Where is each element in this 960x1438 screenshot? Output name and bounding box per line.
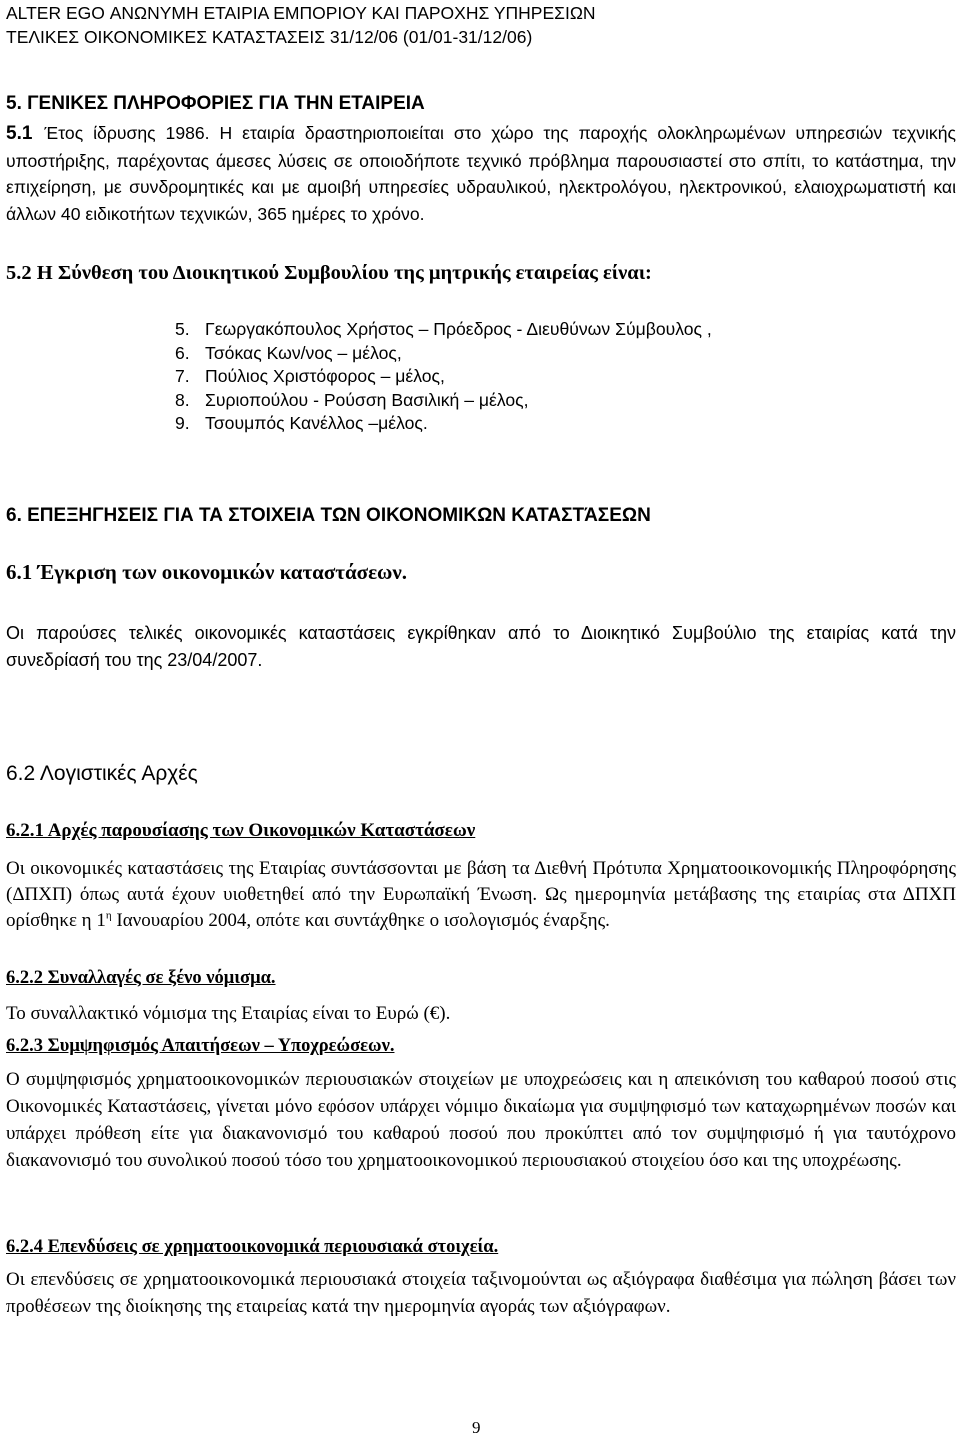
list-item: 8. Συριοπούλου - Ρούσση Βασιλική – μέλος, [175,389,529,410]
section-6-2-3-text: Ο συμψηφισμός χρηματοοικονομικών περιουσιακών στοιχείων με υποχρεώσεις και η απεικόνιση του καθαρού ποσού στις Οικονομικές Καταστάσεις, γίνεται μόνο εφόσον υπάρχει νόμιμο δικαίωμα για συμψηφισμό των καταχωρημένων ποσών και υπάρχει πρόθεση είτε για διακανονισμό του καθαρού ποσού που προκύπτει από τον συμψηφισμό ή για ταυτόχρονο διακανονισμό του συνολικού ποσού τόσο του χρηματοοικονομικού περιουσιακού στοιχείου όσο και της υποχρέωσης. [6,1069,956,1171]
section-6-2-2-text: Το συναλλακτικό νόμισμα της Εταιρίας είναι το Ευρώ (€). [6,1003,451,1024]
statements-header: ΤΕΛΙΚΕΣ ΟΙΚΟΝΟΜΙΚΕΣ ΚΑΤΑΣΤΑΣΕΙΣ 31/12/06 (01/01-31/12/06) [6,27,533,47]
list-item: 9. Τσουμπός Κανέλλος –μέλος. [175,413,428,433]
company-header: ALTER EGO ΑΝΩΝΥΜΗ ΕΤΑΙΡΙΑ ΕΜΠΟΡΙΟΥ ΚΑΙ ΠΑΡΟΧΗΣ ΥΠΗΡΕΣΙΩΝ [6,3,596,23]
section-6-1-heading: 6.1 Έγκριση των οικονομικών καταστάσεων. [6,560,408,584]
list-item: 7. Πούλιος Χριστόφορος – μέλος, [175,366,445,386]
section-5-1-paragraph [6,120,956,227]
list-item: 5. Γεωργακόπουλος Χρήστος – Πρόεδρος - Διευθύνων Σύμβουλος , [175,319,712,339]
section-5-2-heading: 5.2 Η Σύνθεση του Διοικητικού Συμβουλίου της μητρικής εταιρείας είναι: [6,262,652,284]
section-6-1-text: Οι παρούσες τελικές οικονομικές καταστάσεις εγκρίθηκαν από το Διοικητικό Συμβούλιο της εταιρίας κατά την συνεδρίασή του της 23/04/2007. [6,623,956,670]
section-6-2-3-heading: 6.2.3 Συμψηφισμός Απαιτήσεων – Υποχρεώσεων. [6,1036,395,1056]
section-6-2-4-heading: 6.2.4 Επενδύσεις σε χρηματοοικονομικά περιουσιακά στοιχεία. [6,1237,499,1257]
board-members-list [175,318,712,436]
section-6-2-2-heading: 6.2.2 Συναλλαγές σε ξένο νόμισμα. [6,968,276,988]
section-6-2-heading: 6.2 Λογιστικές Αρχές [6,762,198,785]
section-6-2-1-text: Οι οικονομικές καταστάσεις της Εταιρίας συντάσσονται με βάση τα Διεθνή Πρότυπα Χρηματοοικονομικής Πληροφόρησης (ΔΠΧΠ) όπως αυτά έχουν υιοθετηθεί από την Ευρωπαϊκή Ένωση. Ως ημερομηνία μετάβασης της εταιρίας στα ΔΠΧΠ ορίσθηκε η $1^\eta$ Ιανουαρίου 2004, οπότε και συντάχθηκε ο ισολογισμός έναρξης. [6,858,956,931]
section-6-2-1-heading: 6.2.1 Αρχές παρουσίασης των Οικονομικών Καταστάσεων [6,820,476,841]
list-item: 6. Τσόκας Κων/νος – μέλος, [175,342,402,363]
section-6-2-4-text: Οι επενδύσεις σε χρηματοοικονομικά περιουσιακά στοιχεία ταξινομούνται ως αξιόγραφα διαθέσιμα για πώληση βάσει των προθέσεων της διοίκησης της εταιρείας κατά την ημερομηνία αγοράς των αξιόγραφων. [6,1269,956,1317]
section-6-title: 6. ΕΠΕΞΗΓΗΣΕΙΣ ΓΙΑ ΤΑ ΣΤΟΙΧΕΙΑ ΤΩΝ ΟΙΚΟΝΟΜΙΚΩΝ ΚΑΤΑΣΤΆΣΕΩΝ [6,505,651,526]
section-5-1-text: Έτος ίδρυσης 1986. Η εταιρία δραστηριοποιείται στο χώρο της παροχής ολοκληρωμένων υπηρεσιών τεχνικής υποστήριξης, παρέχοντας άμεσες λύσεις σε οποιοδήποτε τεχνικό πρόβλημα παρουσιαστεί στο σπίτι, το κατάστημα, την επιχείρηση, με συνδρομητικές και με αμοιβή υπηρεσίες υδραυλικού, ηλεκτρολόγου, ηλεκτρονικού, ελαιοχρωματιστή και άλλων 40 ειδικοτήτων τεχνικών, 365 ημέρες το χρόνο. [6,123,956,224]
section-5-title: 5. ΓΕΝΙΚΕΣ ΠΛΗΡΟΦΟΡΙΕΣ ΓΙΑ ΤΗΝ ΕΤΑΙΡΕΙΑ [6,93,425,114]
page-number: 9 [472,1418,481,1437]
section-5-1-label: 5.1 [6,123,33,144]
